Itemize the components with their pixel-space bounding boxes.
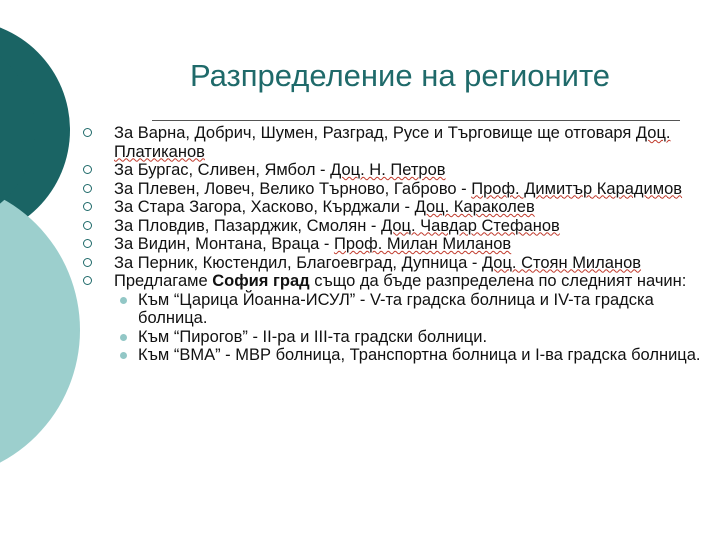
sub-list-item: Към “ВМА” - МВР болница, Транспортна болница и I-ва градска болница. [80, 346, 712, 365]
list-item: За Плевен, Ловеч, Велико Търново, Габрово - Проф. Димитър Карадимов [80, 180, 712, 199]
ring-bullet-icon [83, 239, 92, 248]
ring-bullet-icon [83, 276, 92, 285]
list-item: За Видин, Монтана, Враца - Проф. Милан Миланов [80, 235, 712, 254]
list-item: За Стара Загора, Хасково, Кърджали - Доц. Караколев [80, 198, 712, 217]
sub-list-item: Към “Царица Йоанна-ИСУЛ” - V-та градска болница и IV-та градска болница. [80, 291, 712, 328]
list-item: За Перник, Кюстендил, Благоевград, Дупница - Доц. Стоян Миланов [80, 254, 712, 273]
ring-bullet-icon [83, 128, 92, 137]
slide-title: Разпределение на регионите [189, 58, 611, 93]
dot-bullet-icon [120, 334, 127, 341]
ring-bullet-icon [83, 165, 92, 174]
list-item: Предлагаме София град също да бъде разпределена по следният начин: [80, 272, 712, 291]
dot-bullet-icon [120, 352, 127, 359]
title-divider [152, 120, 680, 121]
list-item: За Пловдив, Пазарджик, Смолян - Доц. Чавдар Стефанов [80, 217, 712, 236]
list-item: За Бургас, Сливен, Ямбол - Доц. Н. Петров [80, 161, 712, 180]
ring-bullet-icon [83, 258, 92, 267]
bullet-list [80, 124, 712, 365]
ring-bullet-icon [83, 221, 92, 230]
sub-list-item: Към “Пирогов” - II-ра и III-та градски болници. [80, 328, 712, 347]
ring-bullet-icon [83, 184, 92, 193]
ring-bullet-icon [83, 202, 92, 211]
list-item: За Варна, Добрич, Шумен, Разград, Русе и Търговище ще отговаря Доц. Платиканов [80, 124, 712, 161]
decorative-circles [0, 0, 80, 540]
dot-bullet-icon [120, 297, 127, 304]
